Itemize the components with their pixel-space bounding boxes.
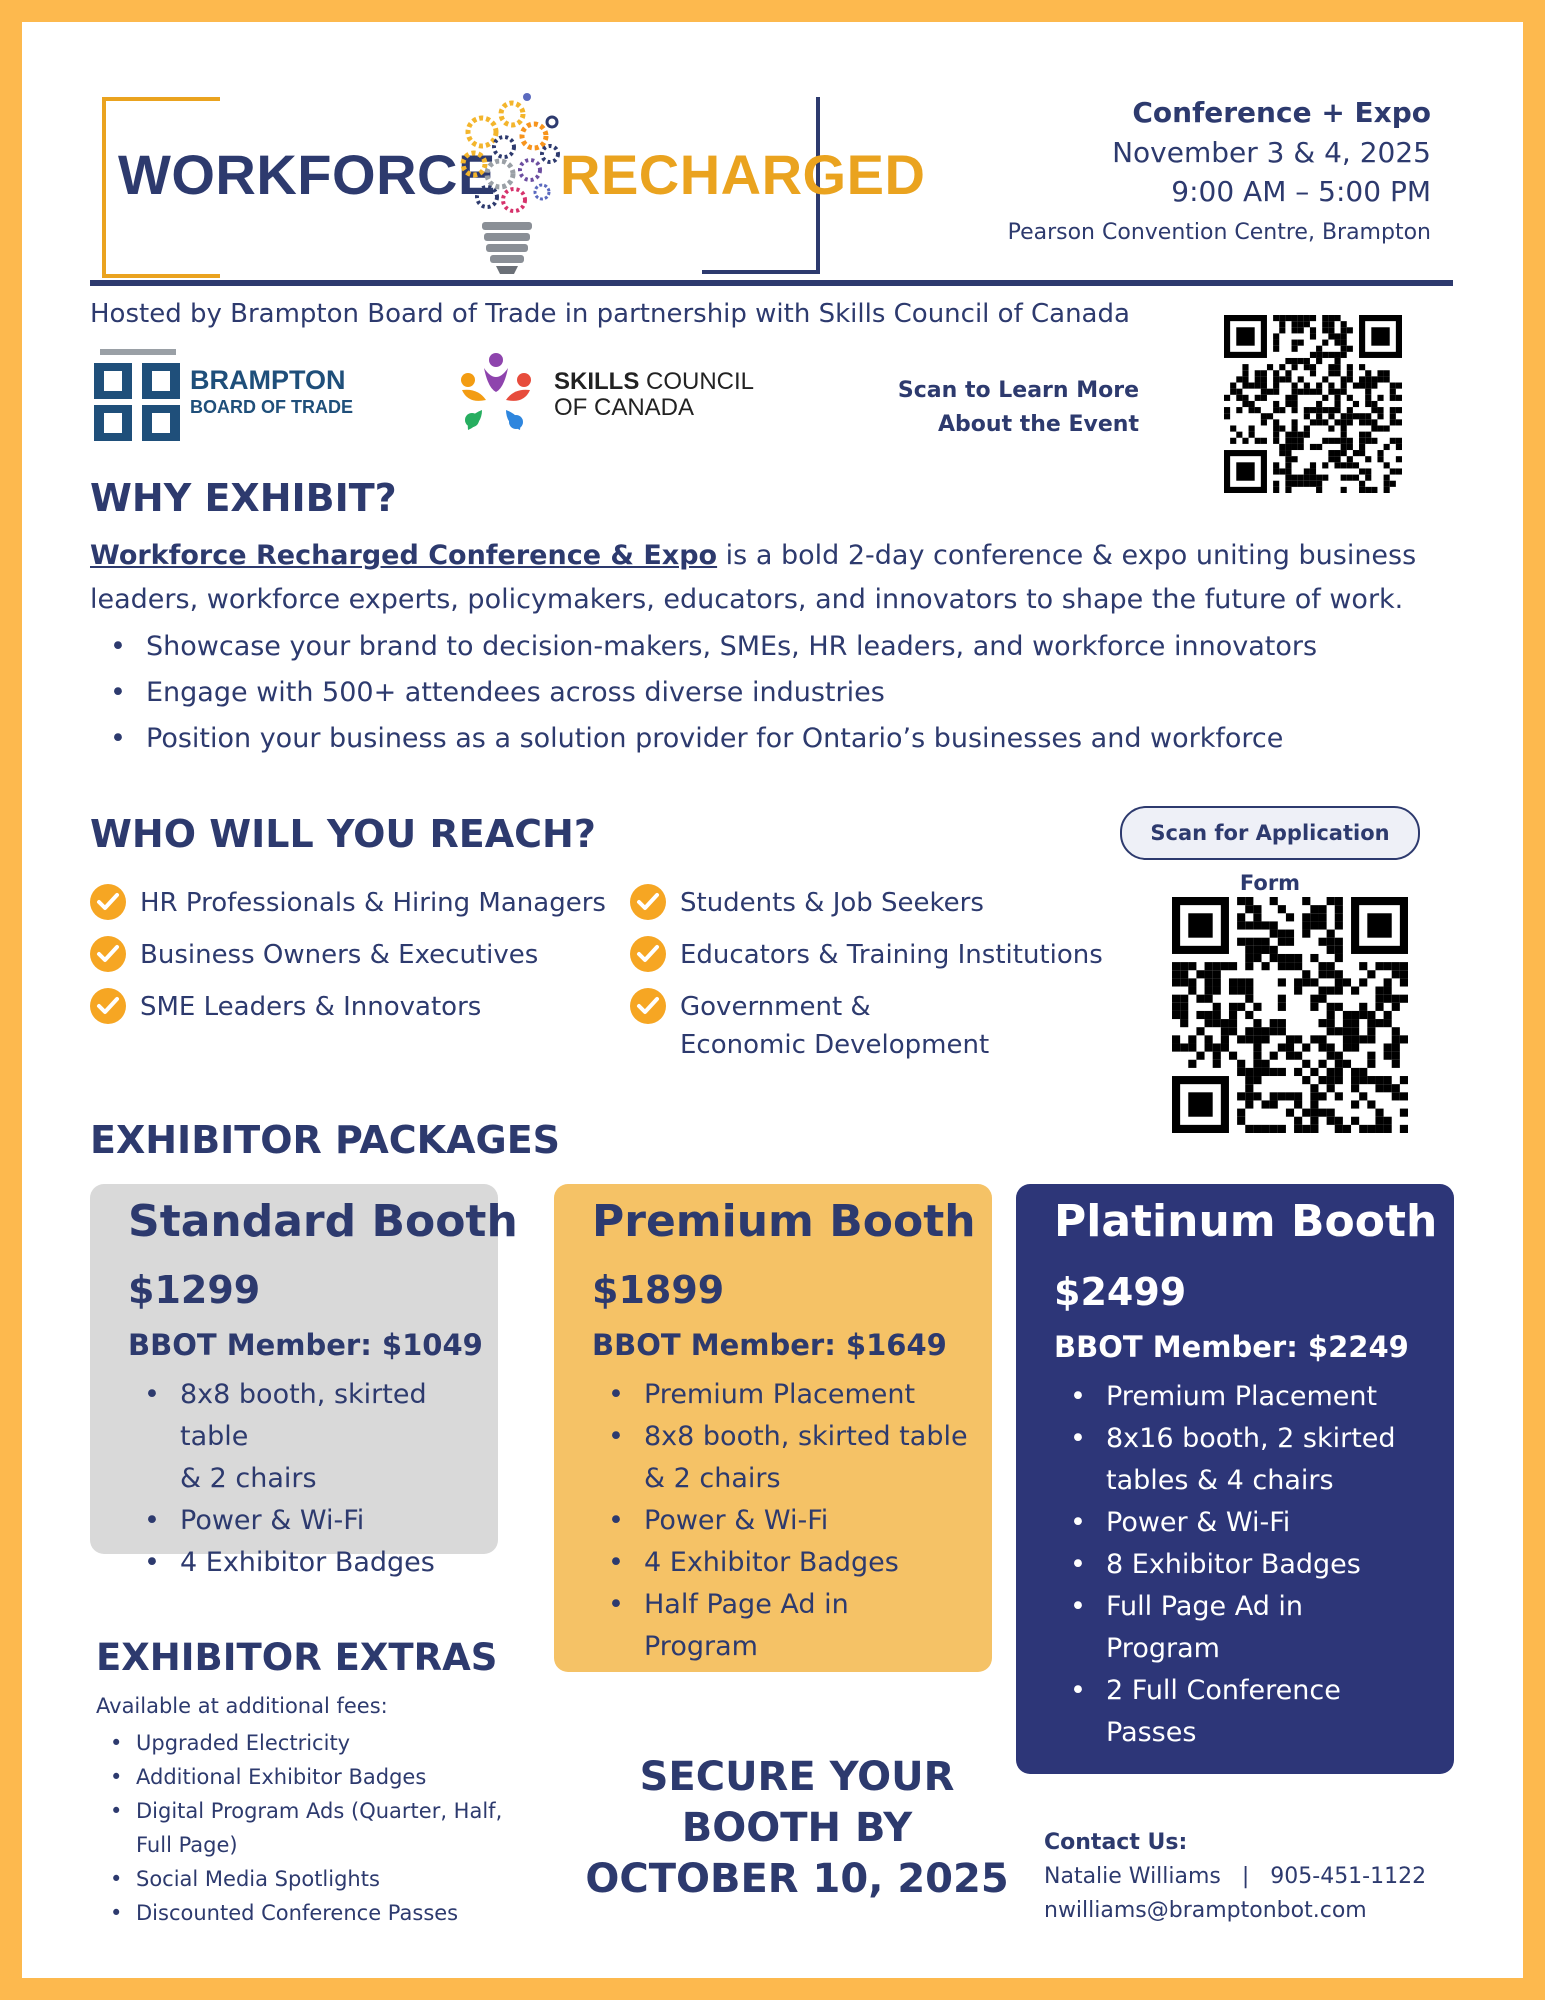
package-feature: • Power & Wi-Fi (128, 1500, 498, 1542)
extras-item-text: Discounted Conference Passes (136, 1901, 459, 1925)
checkmark-circle-icon (630, 884, 666, 920)
checkmark-circle-icon (630, 936, 666, 972)
package-feature: • 2 Full Conference (1054, 1670, 1396, 1712)
extras-item: • Digital Program Ads (Quarter, Half, (110, 1799, 503, 1823)
checkmark-circle-icon (90, 988, 126, 1024)
package-feature: • Power & Wi-Fi (592, 1500, 968, 1542)
extras-item: • Discounted Conference Passes (110, 1901, 459, 1925)
package-feature: tables & 4 chairs (1106, 1465, 1334, 1496)
package-feature: Program (1106, 1633, 1220, 1664)
platinum-booth-card (1016, 1184, 1454, 1774)
lightbulb-gears-icon (452, 92, 562, 282)
hosted-by: Hosted by Brampton Board of Trade in partnership with Skills Council of Canada (90, 299, 1130, 329)
skills-council-line2: OF CANADA (554, 394, 695, 421)
deadline-callout (578, 1752, 1016, 1905)
skills-word: SKILLS (554, 368, 640, 395)
logo-word-workforce: WORKFORCE (118, 143, 496, 206)
extras-item-text: Additional Exhibitor Badges (136, 1765, 427, 1789)
extras-item: • Social Media Spotlights (110, 1867, 380, 1891)
extras-list (96, 1726, 556, 1930)
why-exhibit-heading: WHY EXHIBIT? (90, 476, 397, 520)
event-name-link[interactable]: Workforce Recharged Conference & Expo (90, 540, 718, 571)
extras-item: • Additional Exhibitor Badges (110, 1765, 427, 1789)
extras-item-text: Upgraded Electricity (136, 1731, 351, 1755)
member-price: BBOT Member: $1049 (128, 1328, 483, 1362)
package-feature: • Half Page Ad in (592, 1584, 968, 1626)
package-feature: • Premium Placement (1054, 1376, 1396, 1418)
extras-item-text: Digital Program Ads (Quarter, Half, (136, 1799, 503, 1823)
qr-code-icon[interactable] (1224, 315, 1402, 493)
package-feature: • 8x8 booth, skirted table (592, 1416, 968, 1458)
premium-booth-card (554, 1184, 992, 1672)
extras-item-continued: Full Page) (136, 1833, 238, 1857)
package-features (1054, 1376, 1396, 1754)
member-price: BBOT Member: $1649 (592, 1328, 947, 1362)
scan-learn-line1: Scan to Learn More (897, 378, 1139, 403)
header-rule (90, 280, 1453, 286)
package-price: $1299 (128, 1268, 261, 1312)
package-feature: • 4 Exhibitor Badges (592, 1542, 968, 1584)
reach-item: Educators & Training Institutions (680, 940, 1103, 970)
why-intro-text: is a bold 2-day conference & expo uniting business leaders, workforce experts, policymakers, educators, and innovators to shape the future of work. (90, 540, 1417, 615)
bbot-logo-icon (94, 349, 182, 441)
reach-item: Students & Job Seekers (680, 888, 984, 918)
package-title: Premium Booth (592, 1196, 976, 1247)
package-feature: • 8x16 booth, 2 skirted (1054, 1418, 1396, 1460)
reach-item: SME Leaders & Innovators (140, 992, 482, 1022)
event-venue: Pearson Convention Centre, Brampton (1007, 220, 1431, 245)
deadline-line1: SECURE YOUR (639, 1754, 955, 1800)
bbot-name-line1: BRAMPTON (190, 365, 346, 395)
checkmark-circle-icon (90, 884, 126, 920)
why-exhibit-intro (90, 534, 1460, 622)
reach-item: HR Professionals & Hiring Managers (140, 888, 606, 918)
package-feature: & 2 chairs (644, 1463, 781, 1494)
reach-item: Business Owners & Executives (140, 940, 539, 970)
reach-item: Economic Development (680, 1030, 990, 1060)
deadline-line2: BOOTH BY (681, 1805, 913, 1851)
package-feature: Passes (1106, 1717, 1197, 1748)
member-price: BBOT Member: $2249 (1054, 1330, 1409, 1364)
package-feature: • 4 Exhibitor Badges (128, 1542, 498, 1584)
event-time: 9:00 AM – 5:00 PM (1171, 175, 1431, 208)
package-price: $2499 (1054, 1270, 1187, 1314)
contact-name-phone: Natalie Williams | 905-451-1122 (1044, 1864, 1427, 1889)
extras-item-text: Social Media Spotlights (136, 1867, 380, 1891)
extras-heading: EXHIBITOR EXTRAS (96, 1636, 498, 1679)
qr-code-icon[interactable] (1172, 897, 1408, 1133)
package-feature: • Full Page Ad in (1054, 1586, 1396, 1628)
reach-item: Government & (680, 992, 871, 1022)
package-features (592, 1374, 968, 1668)
standard-booth-card (90, 1184, 518, 1578)
logo-word-recharged: RECHARGED (560, 143, 926, 206)
bbot-name-line2: BOARD OF TRADE (190, 397, 353, 417)
event-type: Conference + Expo (1132, 96, 1431, 129)
package-feature: • 8 Exhibitor Badges (1054, 1544, 1396, 1586)
why-bullet: • Engage with 500+ attendees across diverse industries (90, 670, 1460, 716)
package-title: Platinum Booth (1054, 1196, 1438, 1247)
package-feature: • Power & Wi-Fi (1054, 1502, 1396, 1544)
skills-council-line1 (554, 368, 754, 396)
council-word: COUNCIL (639, 368, 755, 395)
contact-heading: Contact Us: (1044, 1830, 1188, 1855)
package-feature: • 8x8 booth, skirted table (128, 1374, 498, 1458)
scan-learn-line2: About the Event (938, 412, 1139, 437)
checkmark-circle-icon (630, 988, 666, 1024)
skills-council-logo-icon (454, 350, 538, 434)
package-feature: & 2 chairs (180, 1463, 317, 1494)
why-bullet-list (90, 624, 1460, 762)
event-dates: November 3 & 4, 2025 (1112, 136, 1431, 169)
extras-subtitle: Available at additional fees: (96, 1694, 388, 1718)
deadline-line3: OCTOBER 10, 2025 (585, 1856, 1009, 1902)
application-form-button[interactable]: Scan for Application Form (1120, 806, 1420, 860)
reach-heading: WHO WILL YOU REACH? (90, 812, 596, 856)
why-bullet: • Position your business as a solution provider for Ontario’s businesses and workforce (90, 716, 1460, 762)
package-feature: Program (644, 1631, 758, 1662)
checkmark-circle-icon (90, 936, 126, 972)
package-title: Standard Booth (128, 1196, 518, 1247)
package-feature: • Premium Placement (592, 1374, 968, 1416)
flyer-page (22, 22, 1523, 1978)
extras-item: • Upgraded Electricity (110, 1731, 351, 1755)
packages-heading: EXHIBITOR PACKAGES (90, 1118, 561, 1162)
contact-email[interactable]: nwilliams@bramptonbot.com (1044, 1898, 1367, 1923)
package-price: $1899 (592, 1268, 725, 1312)
why-bullet: • Showcase your brand to decision-makers, SMEs, HR leaders, and workforce innovators (90, 624, 1460, 670)
package-features (128, 1374, 498, 1584)
